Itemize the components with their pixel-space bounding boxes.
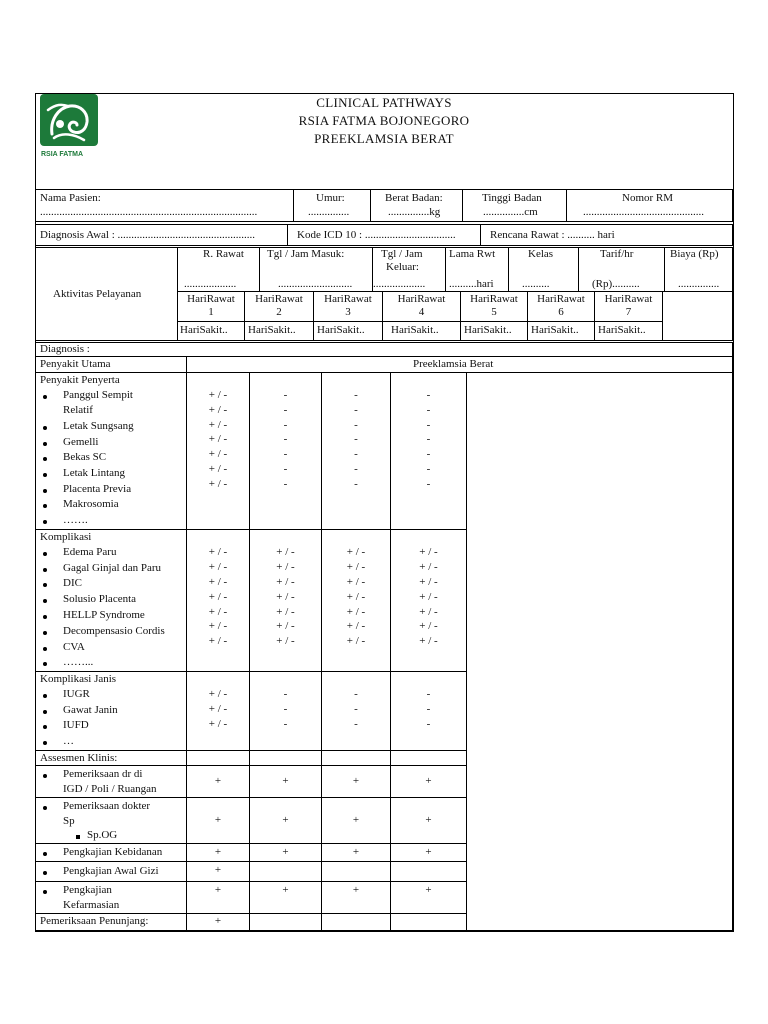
length-of-stay-field[interactable] — [445, 247, 509, 292]
comorbidity-item: Letak Lintang — [63, 467, 126, 479]
admit-date-label: Tgl / Jam Masuk: — [267, 248, 345, 260]
day-4-header — [382, 291, 461, 322]
complication-item: ……... — [63, 656, 94, 668]
day-6-header — [527, 291, 595, 322]
day-extra-cell — [662, 291, 733, 341]
doc-title-line3: PREEKLAMSIA BERAT — [314, 131, 454, 146]
clinical-assessment-title: Assesmen Klinis: — [40, 752, 118, 764]
fetal-day3[interactable]: - - - — [321, 671, 391, 751]
tariff-field[interactable] — [578, 247, 665, 292]
patient-weight-label: Berat Badan: — [385, 192, 443, 204]
icd-code-field[interactable] — [287, 224, 481, 246]
specialist-exam-label-cell — [35, 797, 187, 844]
cost-label: Biaya (Rp) — [670, 248, 719, 260]
nutrition-day2[interactable] — [249, 861, 322, 882]
activity-label: Aktivitas Pelayanan — [53, 288, 142, 300]
comorbidity-day4[interactable]: - - - - - - - — [390, 372, 467, 530]
comorbidity-item: Bekas SC — [63, 451, 107, 463]
patient-name-label: Nama Pasien: — [40, 192, 101, 204]
pharmacy-day2[interactable]: + — [249, 881, 322, 914]
comorbidity-day2[interactable]: - - - - - - - — [249, 372, 322, 530]
sick-day-7[interactable] — [594, 321, 663, 341]
comorbidity-item: Makrosomia — [63, 498, 119, 510]
comorbidity-item: Relatif — [63, 404, 93, 416]
day-3-label: HariRawat — [324, 293, 372, 305]
class-field[interactable] — [508, 247, 579, 292]
supporting-exam-day3[interactable] — [321, 913, 391, 931]
clinical-pathway-form — [35, 93, 733, 931]
day-5-label: HariRawat — [470, 293, 518, 305]
sick-day-7-text: HariSakit.. — [598, 324, 646, 336]
doc-title-line1: CLINICAL PATHWAYS — [316, 95, 452, 110]
complication-day2[interactable]: + / - + / - + / - + / - + / - + / - + / - — [249, 529, 322, 672]
doctor-exam-day4[interactable]: + — [390, 765, 467, 798]
doc-title-line2: RSIA FATMA BOJONEGORO — [298, 113, 470, 128]
complication-item: Solusio Placenta — [63, 593, 137, 605]
main-disease-value: Preeklamsia Berat — [413, 358, 494, 370]
midwifery-assessment-label: Pengkajian Kebidanan — [63, 846, 163, 858]
day-2-header — [244, 291, 314, 322]
supporting-exam-label: Pemeriksaan Penunjang: — [40, 915, 149, 927]
length-of-stay-label: Lama Rwt — [449, 248, 496, 260]
tariff-label: Tarif/hr — [600, 248, 634, 260]
patient-height-field[interactable] — [462, 189, 567, 222]
supporting-exam-day4[interactable] — [390, 913, 467, 931]
patient-name-dots: ............................................................................... — [40, 206, 258, 218]
fetal-complication-title: Komplikasi Janis — [40, 673, 117, 685]
pharmacy-assessment-sub: Kefarmasian — [63, 899, 120, 911]
midwifery-day4[interactable]: + — [390, 843, 467, 862]
specialist-exam-day1[interactable]: + — [186, 797, 250, 844]
comorbidity-item: ……. — [63, 514, 88, 526]
doctor-exam-day1[interactable]: + — [186, 765, 250, 798]
nutrition-assessment-label: Pengkajian Awal Gizi — [63, 865, 159, 877]
day-2-label: HariRawat — [255, 293, 303, 305]
initial-diagnosis-field[interactable] — [35, 224, 288, 246]
nutrition-day4[interactable] — [390, 861, 467, 882]
complication-day4[interactable]: + / - + / - + / - + / - + / - + / - + / - — [390, 529, 467, 672]
sick-day-4-text: HariSakit.. — [391, 324, 439, 336]
specialist-exam-label: Pemeriksaan dokter — [63, 800, 151, 812]
comorbidity-item: Letak Sungsang — [63, 420, 134, 432]
room-dots: ................... — [184, 278, 237, 290]
complication-item: CVA — [63, 641, 85, 653]
specialist-exam-sp: Sp — [63, 815, 75, 827]
discharge-date-label1: Tgl / Jam — [381, 248, 423, 260]
doctor-exam-label: Pemeriksaan dr di — [63, 768, 143, 780]
midwifery-day1[interactable]: + — [186, 843, 250, 862]
sick-day-1[interactable] — [177, 321, 245, 341]
room-label: R. Rawat — [203, 248, 244, 260]
complication-item: DIC — [63, 577, 82, 589]
patient-age-label: Umur: — [316, 192, 345, 204]
fetal-complication-item: Gawat Janin — [63, 704, 118, 716]
day-1-header — [177, 291, 245, 322]
patient-age-dots: ............... — [308, 206, 350, 218]
sick-day-2-text: HariSakit.. — [248, 324, 296, 336]
day-3-header — [313, 291, 383, 322]
discharge-date-field[interactable] — [372, 247, 446, 292]
room-field[interactable] — [177, 247, 260, 292]
nutrition-day3[interactable] — [321, 861, 391, 882]
comorbidity-item: Panggul Sempit — [63, 389, 133, 401]
patient-height-dots: ...............cm — [483, 206, 538, 218]
admit-date-field[interactable] — [259, 247, 373, 292]
care-plan-field[interactable] — [480, 224, 733, 246]
admit-date-dots: ........................... — [278, 278, 353, 290]
day-1-label: HariRawat — [187, 293, 235, 305]
complication-title: Komplikasi — [40, 531, 92, 543]
supporting-exam-day1[interactable]: + — [186, 913, 250, 931]
midwifery-assessment-label-cell — [35, 843, 187, 862]
fetal-complication-item: … — [63, 735, 74, 747]
specialist-exam-spog: Sp.OG — [87, 829, 118, 841]
fetal-day2[interactable]: - - - — [249, 671, 322, 751]
day-5-header — [460, 291, 528, 322]
day-1-number: 1 — [208, 306, 214, 318]
comorbidity-day3[interactable]: - - - - - - - — [321, 372, 391, 530]
diagnosis-label: Diagnosis : — [40, 343, 90, 355]
doctor-exam-day3[interactable]: + — [321, 765, 391, 798]
cost-dots: ............... — [678, 278, 720, 290]
doctor-exam-day2[interactable]: + — [249, 765, 322, 798]
class-label: Kelas — [528, 248, 554, 260]
day-4-label: HariRawat — [397, 293, 446, 305]
sick-day-1-text: HariSakit.. — [180, 324, 228, 336]
fetal-complication-item: IUGR — [63, 688, 90, 700]
day-7-header — [594, 291, 663, 322]
complication-item: HELLP Syndrome — [63, 609, 145, 621]
patient-rm-dots: ............................................ — [583, 206, 704, 218]
pharmacy-day3[interactable]: + — [321, 881, 391, 914]
comorbidity-item: Placenta Previa — [63, 483, 132, 495]
patient-height-label: Tinggi Badan — [482, 192, 542, 204]
patient-rm-label: Nomor RM — [622, 192, 674, 204]
midwifery-day3[interactable]: + — [321, 843, 391, 862]
main-disease-label-cell — [35, 356, 187, 373]
blank-right-area — [466, 372, 733, 931]
cost-field[interactable] — [664, 247, 733, 292]
sick-day-6[interactable] — [527, 321, 595, 341]
comorbidity-list — [35, 372, 187, 530]
class-dots: .......... — [522, 278, 550, 290]
day-7-label: HariRawat — [604, 293, 653, 305]
day-2-number: 2 — [276, 306, 282, 318]
icd-code-text: Kode ICD 10 : ................................. — [297, 229, 456, 241]
specialist-exam-day3[interactable]: + — [321, 797, 391, 844]
midwifery-day2[interactable]: + — [249, 843, 322, 862]
day-4-number: 4 — [418, 306, 425, 318]
patient-rm-field[interactable] — [566, 189, 733, 222]
fetal-day4[interactable]: - - - — [390, 671, 467, 751]
patient-weight-dots: ...............kg — [388, 206, 441, 218]
comorbidity-item: Gemelli — [63, 436, 99, 448]
patient-weight-field[interactable] — [370, 189, 463, 222]
doctor-exam-label-cell — [35, 765, 187, 798]
supporting-exam-day2[interactable] — [249, 913, 322, 931]
day-3-number: 3 — [345, 306, 351, 318]
day-6-number: 6 — [558, 306, 564, 318]
complication-item: Decompensasio Cordis — [63, 625, 165, 637]
day-7-number: 7 — [625, 306, 632, 318]
care-plan-text: Rencana Rawat : .......... hari — [490, 229, 615, 241]
complication-item: Edema Paru — [63, 546, 117, 558]
complication-day1[interactable]: + / - + / - + / - + / - + / - + / - + / - — [186, 529, 250, 672]
day-5-number: 5 — [491, 306, 497, 318]
pharmacy-day4[interactable]: + — [390, 881, 467, 914]
sick-day-2[interactable] — [244, 321, 314, 341]
pharmacy-assessment-label-cell — [35, 881, 187, 914]
discharge-date-dots: ................... — [373, 278, 426, 290]
discharge-date-label2: Keluar: — [386, 261, 419, 273]
fetal-complication-item: IUFD — [63, 719, 89, 731]
nutrition-assessment-label-cell — [35, 861, 187, 882]
fetal-day1[interactable]: + / - + / - + / - — [186, 671, 250, 751]
clinical-assessment-title-cell — [35, 750, 187, 766]
specialist-exam-day2[interactable]: + — [249, 797, 322, 844]
complication-item: Gagal Ginjal dan Paru — [63, 562, 162, 574]
sick-day-6-text: HariSakit.. — [531, 324, 579, 336]
fetal-complication-list — [35, 671, 187, 751]
main-disease-value-cell — [186, 356, 733, 373]
patient-name-field[interactable] — [35, 189, 294, 222]
sick-day-3-text: HariSakit.. — [317, 324, 365, 336]
sick-day-5-text: HariSakit.. — [464, 324, 512, 336]
comorbidity-title: Penyakit Penyerta — [40, 374, 120, 386]
patient-age-field[interactable] — [293, 189, 371, 222]
main-disease-label: Penyakit Utama — [40, 358, 111, 370]
sick-day-5[interactable] — [460, 321, 528, 341]
complication-list — [35, 529, 187, 672]
doctor-exam-location: IGD / Poli / Ruangan — [63, 783, 157, 795]
sick-day-4[interactable] — [382, 321, 461, 341]
pharmacy-assessment-label: Pengkajian — [63, 884, 112, 896]
initial-diagnosis-text: Diagnosis Awal : .................................................. — [40, 229, 256, 241]
diagnosis-row — [35, 342, 733, 357]
logo-text: RSIA FATMA — [41, 151, 83, 158]
nutrition-day1[interactable]: + — [186, 861, 250, 882]
specialist-exam-day4[interactable]: + — [390, 797, 467, 844]
length-of-stay-dots: ..........hari — [449, 278, 494, 290]
tariff-currency: (Rp).......... — [592, 278, 640, 290]
complication-day3[interactable]: + / - + / - + / - + / - + / - + / - + / - — [321, 529, 391, 672]
supporting-exam-label-cell — [35, 913, 187, 931]
activity-label-cell — [35, 247, 178, 341]
comorbidity-day1[interactable]: + / - + / - + / - + / - + / - + / - + / - — [186, 372, 250, 530]
day-6-label: HariRawat — [537, 293, 585, 305]
pharmacy-day1[interactable]: + — [186, 881, 250, 914]
sick-day-3[interactable] — [313, 321, 383, 341]
